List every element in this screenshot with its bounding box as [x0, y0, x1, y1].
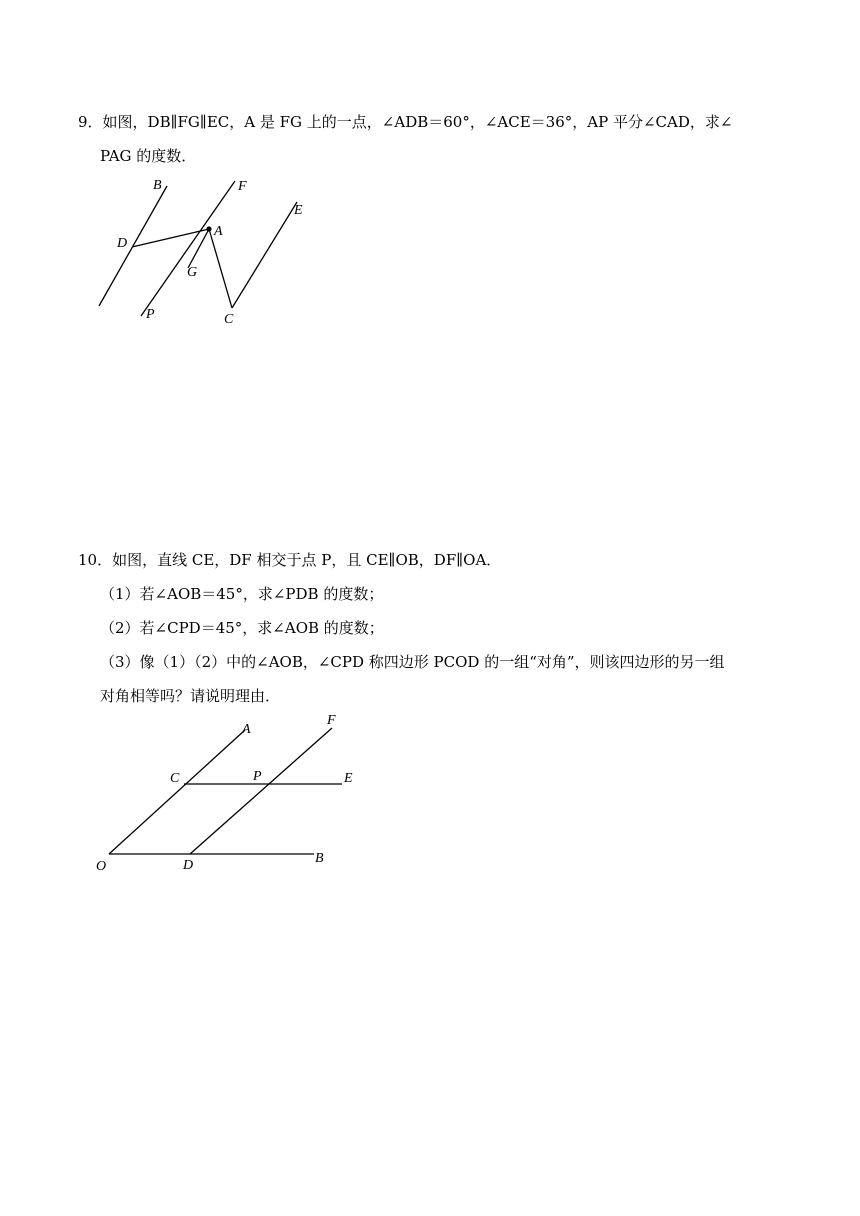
problem10-q1: （1）若∠AOB＝45°，求∠PDB 的度数；	[100, 585, 384, 603]
problem10-stem: 10．如图，直线 CE，DF 相交于点 P，且 CE∥OB，DF∥OA．	[78, 551, 502, 569]
label-d: D	[183, 858, 194, 873]
label-p: P	[146, 307, 155, 322]
label-g: G	[187, 265, 198, 280]
label-f: F	[327, 713, 336, 728]
label-o: O	[96, 859, 107, 874]
label-a: A	[242, 722, 251, 737]
problem9-line2: PAG 的度数．	[100, 147, 197, 165]
line-oa	[109, 730, 245, 854]
label-e: E	[344, 771, 353, 786]
label-a: A	[214, 224, 223, 239]
problem10-q3-line2: 对角相等吗？请说明理由．	[100, 687, 281, 705]
label-b: B	[153, 178, 162, 193]
label-b: B	[315, 851, 324, 866]
problem10-q2: （2）若∠CPD＝45°，求∠AOB 的度数；	[100, 619, 384, 637]
label-c: C	[170, 771, 180, 786]
problem10-q3-line1: （3）像（1）（2）中的∠AOB，∠CPD 称四边形 PCOD 的一组“对角”，则该四边形的另一组	[100, 653, 725, 671]
label-e: E	[294, 203, 303, 218]
label-d: D	[117, 236, 128, 251]
problem9-line1: 9．如图，DB∥FG∥EC，A 是 FG 上的一点，∠ADB＝60°，∠ACE＝36°，AP 平分∠CAD，求∠	[78, 113, 733, 131]
label-p: P	[253, 769, 262, 784]
line-df	[190, 728, 332, 854]
label-f: F	[238, 179, 247, 194]
label-c: C	[224, 312, 234, 327]
